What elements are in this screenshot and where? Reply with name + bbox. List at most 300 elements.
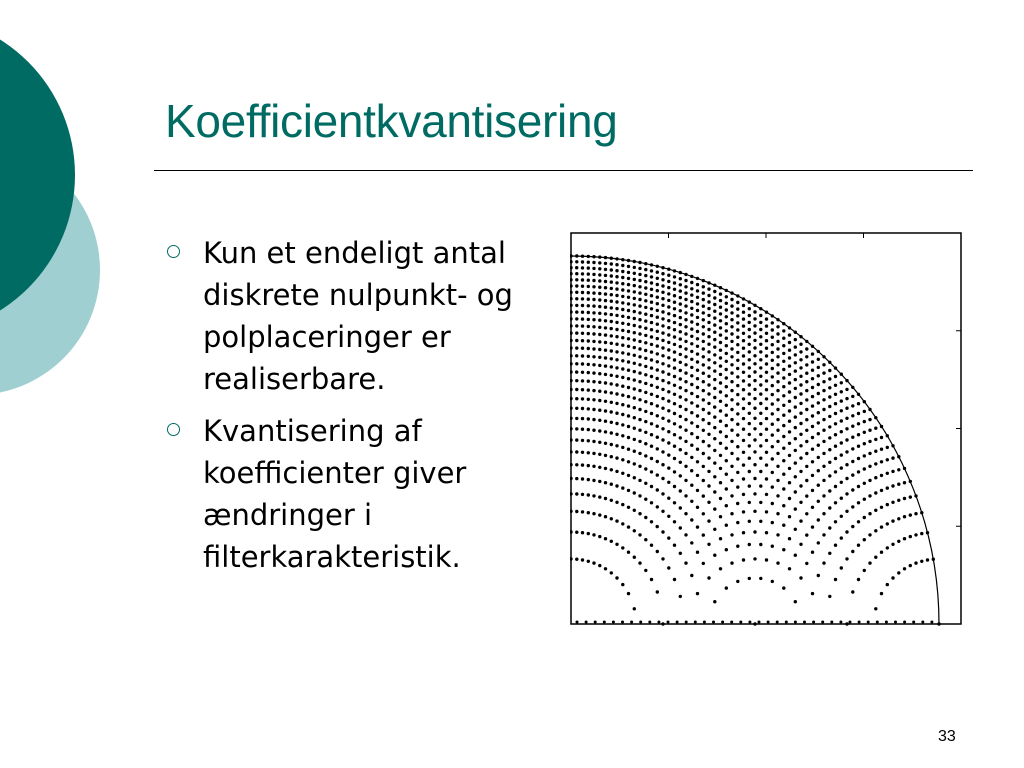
pole-dot — [656, 271, 659, 274]
pole-dot — [621, 376, 624, 379]
pole-dot — [742, 463, 745, 466]
pole-dot — [759, 543, 762, 546]
pole-dot — [627, 330, 630, 333]
pole-dot — [610, 571, 613, 574]
pole-dot — [702, 479, 705, 482]
pole-dot — [610, 382, 613, 385]
pole-dot — [909, 495, 912, 498]
pole-dot — [897, 571, 900, 574]
pole-dot — [912, 621, 915, 624]
pole-dot — [598, 453, 601, 456]
pole-dot — [776, 440, 779, 443]
pole-dot — [587, 347, 590, 350]
pole-dot — [575, 370, 578, 373]
pole-dot — [604, 280, 607, 283]
pole-dot — [679, 283, 682, 286]
pole-dot — [650, 358, 653, 361]
pole-dot — [719, 341, 722, 344]
pole-dot — [771, 423, 774, 426]
pole-dot — [753, 510, 756, 513]
pole-dot — [679, 552, 682, 555]
pole-dot — [880, 436, 883, 439]
pole-dot — [719, 537, 722, 540]
pole-dot — [771, 545, 774, 548]
pole-dot — [712, 621, 715, 624]
pole-dot — [759, 470, 762, 473]
pole-dot — [638, 285, 641, 288]
pole-dot — [587, 318, 590, 321]
pole-dot — [863, 454, 866, 457]
pole-dot — [633, 438, 636, 441]
pole-dot — [713, 310, 716, 313]
pole-dot — [592, 429, 595, 432]
pole-dot — [638, 512, 641, 515]
pole-dot — [851, 488, 854, 491]
pole-dot — [661, 346, 664, 349]
pole-dot — [696, 395, 699, 398]
pole-dot — [719, 373, 722, 376]
pole-dot — [730, 389, 733, 392]
pole-dot — [679, 289, 682, 292]
pole-dot — [581, 311, 584, 314]
pole-dot — [650, 470, 653, 473]
pole-dot — [702, 380, 705, 383]
pole-dot — [845, 530, 848, 533]
pole-dot — [759, 328, 762, 331]
pole-dot — [930, 621, 933, 624]
pole-dot — [673, 314, 676, 317]
pole-dot — [592, 371, 595, 374]
pole-dot — [615, 343, 618, 346]
pole-dot — [627, 425, 630, 428]
pole-dot — [581, 428, 584, 431]
pole-dot — [650, 321, 653, 324]
pole-dot — [868, 429, 871, 432]
pole-dot — [592, 332, 595, 335]
pole-dot — [776, 398, 779, 401]
pole-dot — [730, 621, 733, 624]
pole-dot — [748, 307, 751, 310]
pole-dot — [673, 343, 676, 346]
pole-dot — [719, 381, 722, 384]
pole-dot — [684, 304, 687, 307]
pole-dot — [661, 427, 664, 430]
pole-dot — [667, 430, 670, 433]
pole-dot — [604, 409, 607, 412]
pole-dot — [914, 512, 917, 515]
pole-dot — [771, 321, 774, 324]
pole-dot — [805, 363, 808, 366]
pole-dot — [788, 420, 791, 423]
pole-dot — [771, 359, 774, 362]
pole-dot — [592, 311, 595, 314]
pole-dot — [805, 465, 808, 468]
pole-dot — [684, 452, 687, 455]
pole-dot — [615, 300, 618, 303]
pole-dot — [742, 558, 745, 561]
pole-dot — [587, 332, 590, 335]
pole-dot — [667, 381, 670, 384]
pole-dot — [713, 316, 716, 319]
pole-dot — [673, 275, 676, 278]
pole-dot — [811, 460, 814, 463]
pole-dot — [615, 519, 618, 522]
pole-dot — [753, 354, 756, 357]
pole-dot — [615, 444, 618, 447]
pole-dot — [690, 469, 693, 472]
pole-dot — [679, 461, 682, 464]
pole-dot — [788, 515, 791, 518]
pole-dot — [696, 337, 699, 340]
pole-dot — [719, 497, 722, 500]
pole-dot — [702, 298, 705, 301]
pole-dot — [834, 501, 837, 504]
pole-dot — [575, 379, 578, 382]
pole-dot — [667, 319, 670, 322]
pole-dot — [817, 456, 820, 459]
pole-dot — [926, 531, 929, 534]
pole-dot — [880, 551, 883, 554]
pole-dot — [753, 304, 756, 307]
pole-dot — [817, 469, 820, 472]
pole-dot — [719, 364, 722, 367]
pole-dot — [794, 338, 797, 341]
pole-dot — [621, 423, 624, 426]
pole-dot — [794, 396, 797, 399]
pole-dot — [748, 470, 751, 473]
pole-dot — [794, 426, 797, 429]
pole-dot — [805, 418, 808, 421]
pole-dot — [799, 470, 802, 473]
pole-dot — [707, 366, 710, 369]
pole-dot — [650, 269, 653, 272]
pole-dot — [667, 621, 670, 624]
pole-dot — [638, 465, 641, 468]
pole-dot — [621, 301, 624, 304]
pole-dot — [644, 341, 647, 344]
pole-dot — [638, 347, 641, 350]
pole-dot — [776, 479, 779, 482]
pole-dot — [673, 375, 676, 378]
pole-dot — [707, 543, 710, 546]
pole-dot — [788, 567, 791, 570]
pole-dot — [742, 347, 745, 350]
pole-dot — [759, 520, 762, 523]
pole-dot — [788, 364, 791, 367]
pole-dot — [742, 371, 745, 374]
pole-dot — [702, 533, 705, 536]
pole-dot — [817, 500, 820, 503]
pole-dot — [621, 295, 624, 298]
pole-dot — [782, 337, 785, 340]
pole-dot — [828, 552, 831, 555]
pole-dot — [719, 420, 722, 423]
pole-dot — [707, 328, 710, 331]
pole-dot — [765, 558, 768, 561]
pole-dot — [753, 362, 756, 365]
pole-dot — [587, 532, 590, 535]
pole-dot — [891, 456, 894, 459]
pole-dot — [594, 621, 597, 624]
pole-dot — [788, 400, 791, 403]
pole-dot — [656, 414, 659, 417]
pole-dot — [627, 489, 630, 492]
pole-dot — [840, 566, 843, 569]
pole-dot — [713, 345, 716, 348]
pole-dot — [581, 510, 584, 513]
pole-dot — [851, 404, 854, 407]
pole-dot — [644, 382, 647, 385]
pole-dot — [644, 400, 647, 403]
pole-dot — [891, 519, 894, 522]
pole-dot — [673, 470, 676, 473]
pole-dot — [621, 546, 624, 549]
pole-dot — [615, 576, 618, 579]
pole-dot — [805, 533, 808, 536]
pole-dot — [638, 418, 641, 421]
pole-dot — [690, 320, 693, 323]
pole-dot — [874, 476, 877, 479]
pole-dot — [690, 392, 693, 395]
pole-dot — [638, 452, 641, 455]
pole-dot — [702, 494, 705, 497]
pole-dot — [845, 438, 848, 441]
pole-dot — [696, 448, 699, 451]
pole-dot — [794, 415, 797, 418]
pole-dot — [604, 299, 607, 302]
pole-dot — [621, 621, 624, 624]
pole-dot — [742, 339, 745, 342]
pole-dot — [638, 494, 641, 497]
pole-dot — [650, 294, 653, 297]
pole-dot — [633, 331, 636, 334]
pole-dot — [759, 484, 762, 487]
pole-dot — [788, 333, 791, 336]
pole-dot — [805, 398, 808, 401]
pole-dot — [650, 335, 653, 338]
pole-dot — [575, 278, 578, 281]
pole-dot — [759, 307, 762, 310]
pole-dot — [656, 525, 659, 528]
pole-dot — [742, 324, 745, 327]
pole-dot — [822, 418, 825, 421]
pole-dot — [690, 275, 693, 278]
pole-dot — [753, 379, 756, 382]
pole-dot — [690, 293, 693, 296]
pole-dot — [598, 312, 601, 315]
pole-dot — [707, 576, 710, 579]
pole-dot — [673, 402, 676, 405]
pole-dot — [730, 298, 733, 301]
pole-dot — [886, 472, 889, 475]
pole-dot — [627, 506, 630, 509]
pole-dot — [771, 336, 774, 339]
pole-dot — [719, 299, 722, 302]
pole-dot — [840, 381, 843, 384]
pole-dot — [742, 379, 745, 382]
pole-dot — [771, 343, 774, 346]
pole-dot — [650, 366, 653, 369]
pole-dot — [834, 412, 837, 415]
pole-dot — [739, 621, 742, 624]
pole-dot — [748, 392, 751, 395]
pole-dot — [621, 351, 624, 354]
pole-dot — [725, 447, 728, 450]
pole-dot — [828, 461, 831, 464]
title-divider — [154, 170, 973, 171]
pole-dot — [730, 311, 733, 314]
pole-dot — [868, 494, 871, 497]
pole-dot — [748, 350, 751, 353]
pole-dot — [725, 548, 728, 551]
pole-dot — [667, 390, 670, 393]
pole-dot — [673, 321, 676, 324]
pole-dot — [776, 325, 779, 328]
pole-dot — [615, 501, 618, 504]
pole-dot — [575, 510, 578, 513]
pole-dot — [748, 444, 751, 447]
pole-dot — [690, 500, 693, 503]
pole-dot — [834, 384, 837, 387]
pole-dot — [713, 475, 716, 478]
pole-dot — [702, 398, 705, 401]
pole-dot — [891, 444, 894, 447]
pole-dot — [767, 621, 770, 624]
pole-dot — [644, 373, 647, 376]
pole-dot — [834, 393, 837, 396]
pole-dot — [696, 474, 699, 477]
pole-dot — [794, 621, 797, 624]
pole-dot — [598, 298, 601, 301]
pole-dot — [799, 444, 802, 447]
pole-dot — [598, 466, 601, 469]
pole-dot — [598, 381, 601, 384]
pole-dot — [863, 538, 866, 541]
pole-dot — [788, 481, 791, 484]
pole-dot — [592, 285, 595, 288]
pole-dot — [805, 389, 808, 392]
pole-dot — [581, 285, 584, 288]
pole-dot — [858, 621, 861, 624]
pole-dot — [575, 317, 578, 320]
pole-dot — [667, 286, 670, 289]
pole-dot — [592, 418, 595, 421]
pole-dot — [748, 335, 751, 338]
pole-dot — [638, 325, 641, 328]
pole-dot — [926, 558, 929, 561]
pole-dot — [650, 402, 653, 405]
pole-dot — [656, 302, 659, 305]
pole-dot — [851, 386, 854, 389]
pole-dot — [822, 380, 825, 383]
pole-dot — [661, 438, 664, 441]
pole-dot — [730, 347, 733, 350]
pole-dot — [627, 395, 630, 398]
pole-dot — [759, 383, 762, 386]
pole-dot — [615, 392, 618, 395]
pole-dot — [621, 472, 624, 475]
pole-dot — [581, 272, 584, 275]
pole-dot — [834, 445, 837, 448]
pole-dot — [863, 420, 866, 423]
pole-dot — [627, 360, 630, 363]
pole-dot — [621, 458, 624, 461]
pole-dot — [702, 285, 705, 288]
pole-dot — [638, 318, 641, 321]
pole-dot — [581, 255, 584, 258]
pole-dot — [644, 454, 647, 457]
pole-dot — [742, 439, 745, 442]
pole-dot — [696, 414, 699, 417]
pole-dot — [736, 301, 739, 304]
pole-dot — [610, 455, 613, 458]
pole-dot — [667, 326, 670, 329]
pole-dot — [656, 330, 659, 333]
pole-dot — [702, 372, 705, 375]
pole-dot — [725, 404, 728, 407]
pole-dot — [849, 621, 852, 624]
pole-dot — [633, 303, 636, 306]
pole-dot — [673, 501, 676, 504]
pole-dot — [834, 457, 837, 460]
pole-dot — [719, 319, 722, 322]
pole-dot — [782, 352, 785, 355]
pole-dot — [610, 342, 613, 345]
pole-dot — [794, 528, 797, 531]
pole-dot — [753, 407, 756, 410]
pole-dot — [690, 307, 693, 310]
pole-dot — [788, 390, 791, 393]
pole-dot — [799, 383, 802, 386]
pole-dot — [581, 304, 584, 307]
pole-dot — [587, 407, 590, 410]
pole-dot — [638, 340, 641, 343]
pole-dot — [690, 287, 693, 290]
pole-dot — [638, 380, 641, 383]
pole-dot — [719, 567, 722, 570]
pole-dot — [805, 440, 808, 443]
pole-dot — [725, 435, 728, 438]
pole-dot — [661, 463, 664, 466]
pole-dot — [753, 530, 756, 533]
pole-dot — [575, 260, 578, 263]
pole-dot — [656, 590, 659, 593]
pole-dot — [868, 479, 871, 482]
pole-dot — [581, 291, 584, 294]
pole-dot — [799, 335, 802, 338]
pole-dot — [604, 256, 607, 259]
pole-dot — [788, 341, 791, 344]
pole-dot — [612, 621, 615, 624]
pole-dot — [725, 337, 728, 340]
pole-dot — [587, 266, 590, 269]
pole-dot — [771, 457, 774, 460]
pole-dot — [759, 577, 762, 580]
pole-dot — [857, 445, 860, 448]
pole-dot — [811, 395, 814, 398]
pole-dot — [742, 407, 745, 410]
pole-dot — [696, 436, 699, 439]
pole-dot — [817, 411, 820, 414]
pole-dot — [667, 399, 670, 402]
pole-dot — [684, 347, 687, 350]
pole-dot — [633, 266, 636, 269]
pole-dot — [627, 551, 630, 554]
pole-dot — [828, 474, 831, 477]
pole-dot — [730, 291, 733, 294]
pole-dot — [880, 525, 883, 528]
pole-dot — [656, 316, 659, 319]
